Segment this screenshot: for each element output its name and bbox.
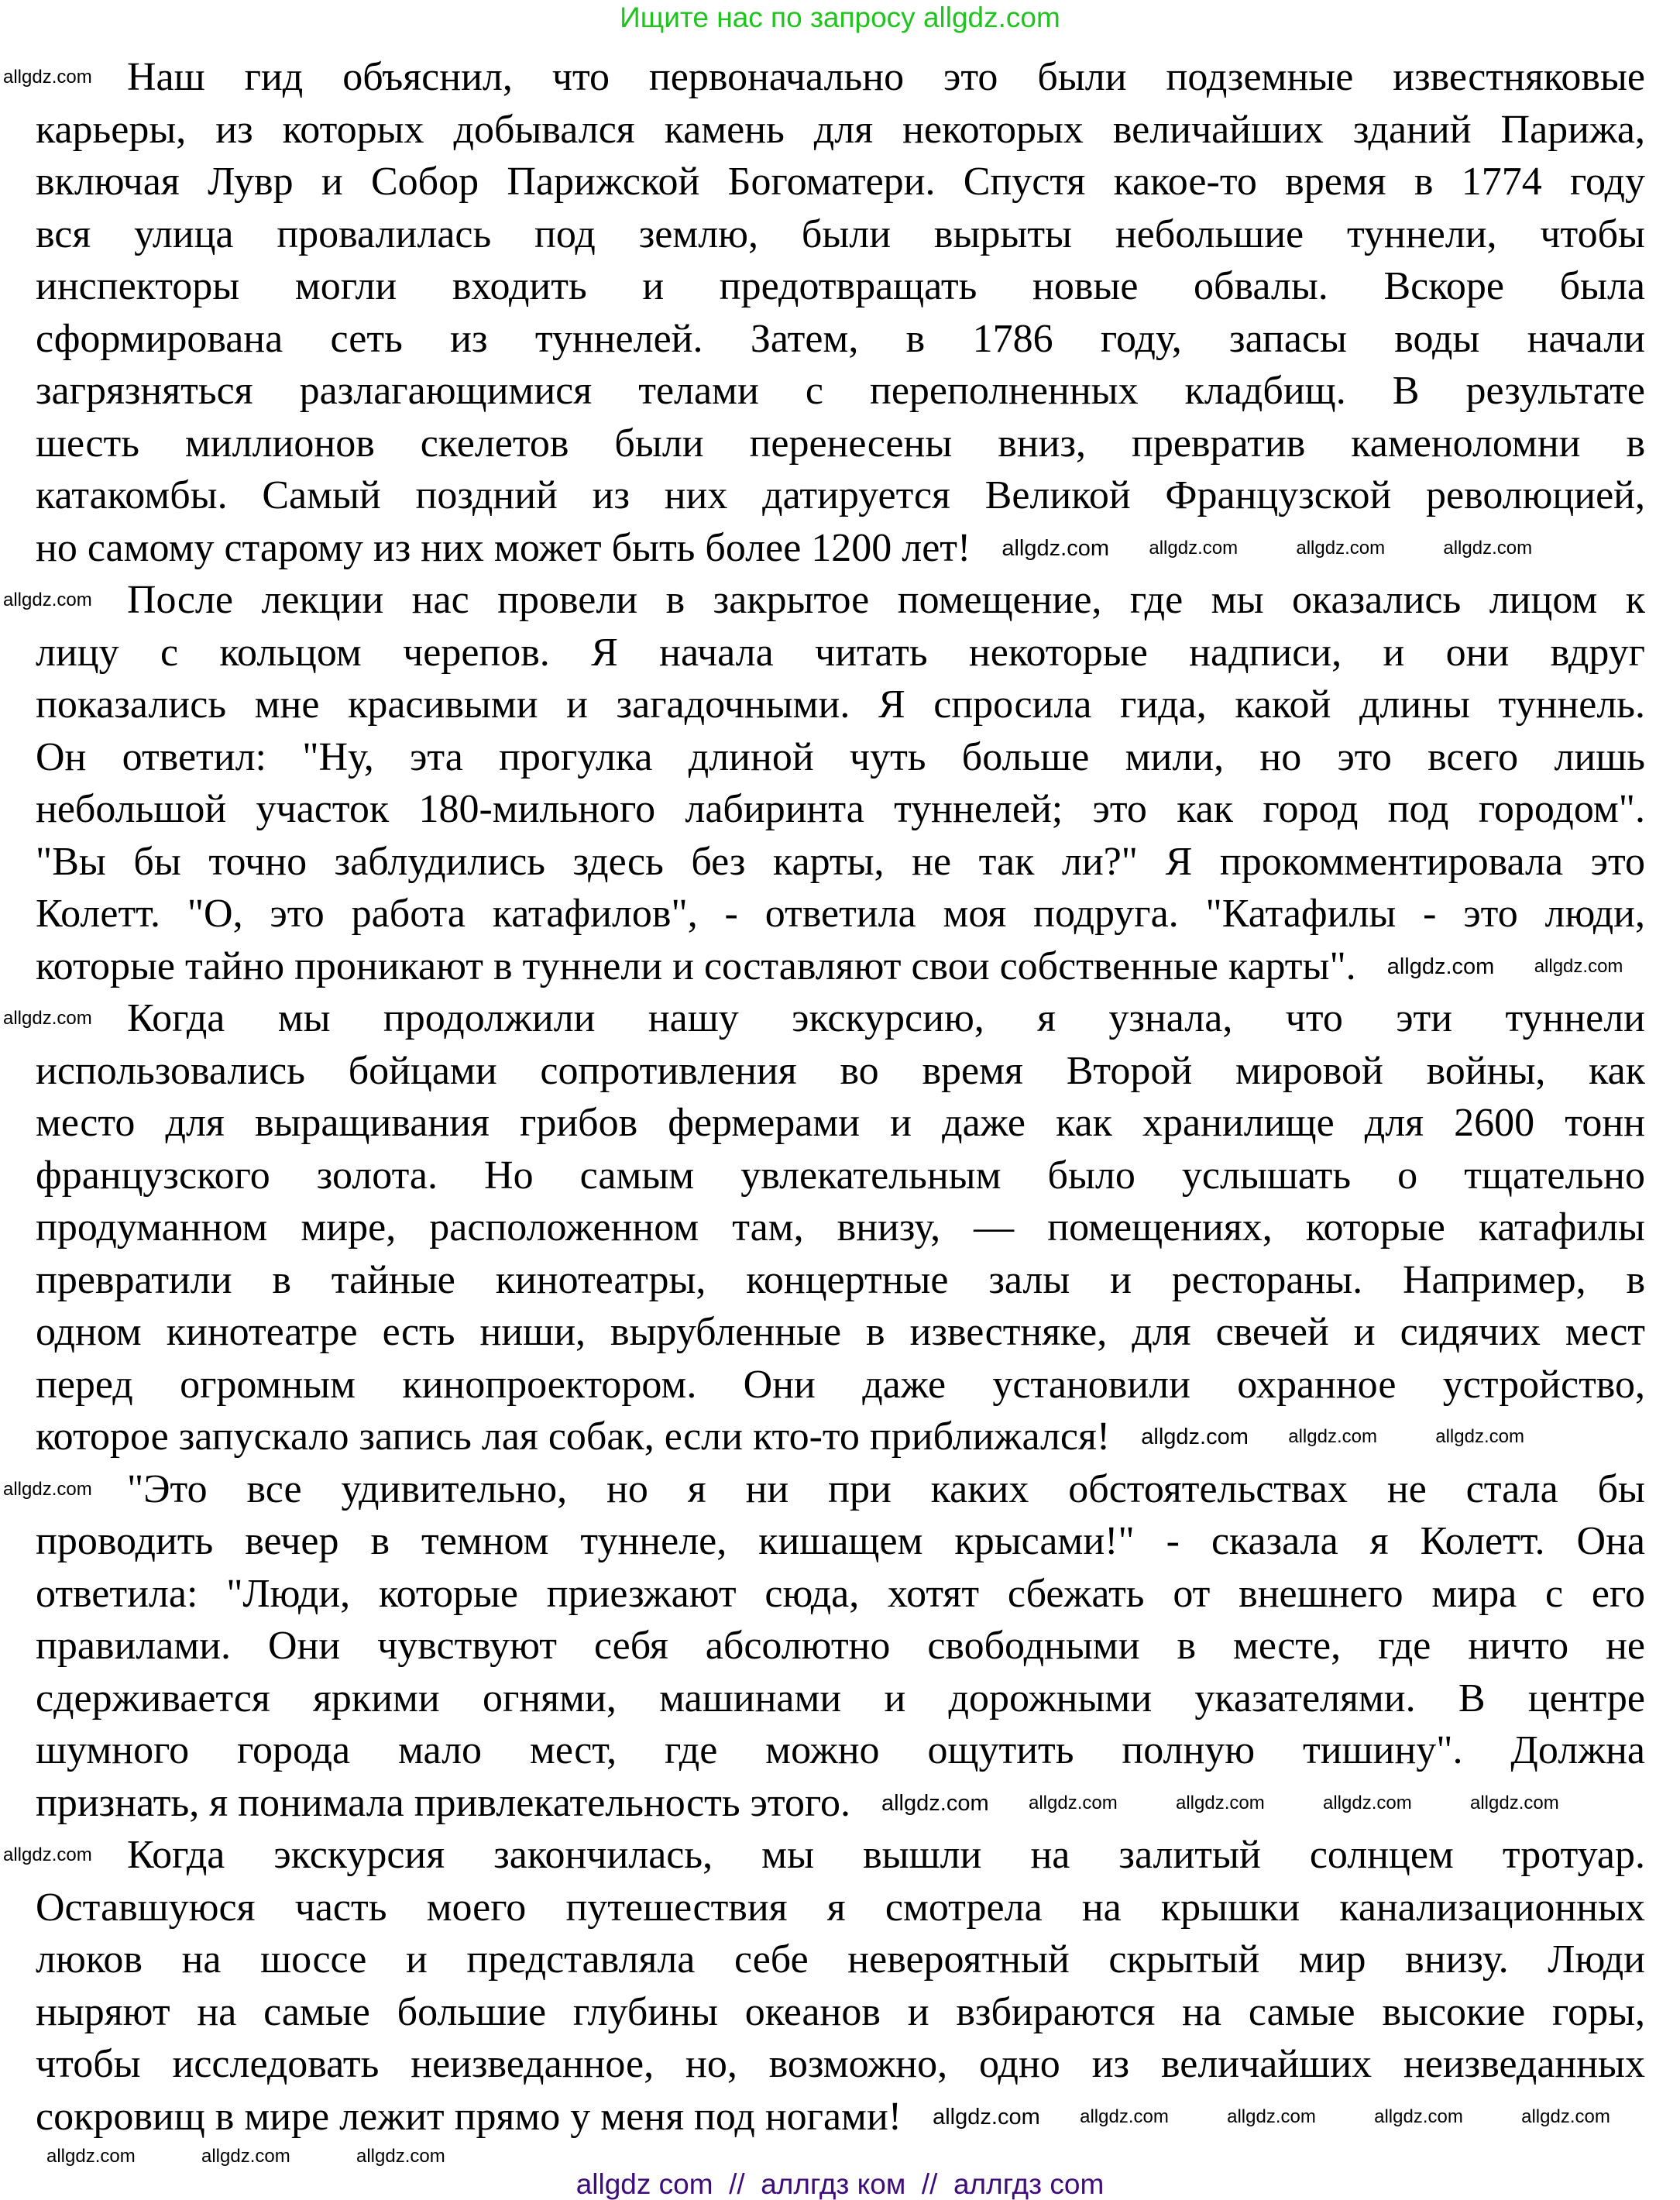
text-line: перед огромным кинопроектором. Они даже установили охранное устройство, xyxy=(36,1362,1645,1407)
text-line: проводить вечер в темном туннеле, кишащем крысами!" - сказала я Колетт. Она xyxy=(36,1519,1645,1563)
text-line: карьеры, из которых добывался камень для некоторых величайших зданий Парижа, xyxy=(36,107,1645,152)
text-line: превратили в тайные кинотеатры, концертные залы и рестораны. Например, в xyxy=(36,1257,1645,1302)
text-line: сдерживается яркими огнями, машинами и дорожными указателями. В центре xyxy=(36,1676,1645,1720)
text-line: признать, я понимала привлекательность этого. xyxy=(36,1780,850,1825)
paragraph xyxy=(36,1463,1645,1830)
watermark-text: allgdz.com xyxy=(1227,2105,1316,2127)
watermark-text: allgdz.com xyxy=(3,1478,92,1500)
text-line: ныряют на самые большие глубины океанов и взбираются на самые высокие горы, xyxy=(36,1989,1645,2034)
watermark-text: allgdz.com xyxy=(1374,2105,1463,2127)
text-line: ответила: "Люди, которые приезжают сюда, хотят сбежать от внешнего мира с его xyxy=(36,1571,1645,1616)
text-line: Наш гид объяснил, что первоначально это были подземные известняковые xyxy=(127,55,1645,99)
watermark-text: allgdz.com xyxy=(1175,1792,1265,1813)
watermark-text: allgdz.com xyxy=(1386,954,1495,979)
text-line: чтобы исследовать неизведанное, но, возможно, одно из величайших неизведанных xyxy=(36,2042,1645,2086)
watermark-text: allgdz.com xyxy=(1521,2105,1610,2127)
watermark-text: allgdz.com xyxy=(1469,1792,1559,1813)
paragraph xyxy=(36,574,1645,992)
watermark-text: allgdz.com xyxy=(1288,1426,1377,1447)
text-line: одном кинотеатре есть ниши, вырубленные в известняке, для свечей и сидячих мест xyxy=(36,1310,1645,1354)
text-line: правилами. Они чувствуют себя абсолютно свободными в месте, где ничто не xyxy=(36,1624,1645,1668)
text-line: небольшой участок 180-мильного лабиринта туннелей; это как город под городом". xyxy=(36,787,1645,831)
watermark-text: allgdz.com xyxy=(1149,537,1239,559)
watermark-text: allgdz.com xyxy=(1322,1792,1412,1813)
watermark-text: allgdz.com xyxy=(1534,955,1623,977)
paragraph xyxy=(36,1829,1645,2143)
watermark-text: allgdz.com xyxy=(3,590,92,610)
paragraph xyxy=(36,51,1645,574)
paragraph xyxy=(36,992,1645,1463)
text-line: шумного города мало мест, где можно ощутить полную тишину". Должна xyxy=(36,1728,1645,1772)
text-line: инспекторы могли входить и предотвращать новые обвалы. Вскоре была xyxy=(36,264,1645,308)
text-line: место для выращивания грибов фермерами и даже как хранилище для 2600 тонн xyxy=(36,1101,1645,1145)
text-line: включая Лувр и Собор Парижской Богоматери. Спустя какое-то время в 1774 году xyxy=(36,160,1645,204)
watermark-text: allgdz.com xyxy=(1141,1425,1249,1449)
footer-links[interactable]: allgdz com // аллгдз ком // аллгдз com xyxy=(575,2168,1105,2200)
watermark-text: allgdz.com xyxy=(3,67,92,88)
text-line: которое запускало запись лая собак, если кто-то приближался! xyxy=(36,1415,1111,1459)
search-banner[interactable]: Ищите нас по запросу allgdz.com xyxy=(620,2,1060,33)
text-line: загрязняться разлагающимися телами с переполненных кладбищ. В результате xyxy=(36,369,1645,413)
text-line: французского золота. Но самым увлекательным было услышать о тщательно xyxy=(36,1153,1645,1198)
text-line: показались мне красивыми и загадочными. Я спросила гида, какой длины туннель. xyxy=(36,682,1645,727)
watermark-text: allgdz.com xyxy=(1296,537,1386,559)
text-line: но самому старому из них может быть более 1200 лет! xyxy=(36,525,971,570)
watermark-text: allgdz.com xyxy=(1001,535,1109,561)
text-line: использовались бойцами сопротивления во время Второй мировой войны, как xyxy=(36,1048,1645,1093)
watermark-text: allgdz.com xyxy=(933,2104,1040,2130)
text-line: лицу с кольцом черепов. Я начала читать некоторые надписи, и они вдруг xyxy=(36,630,1645,675)
watermark-text: allgdz.com xyxy=(356,2146,445,2167)
text-line: "Это все удивительно, но я ни при каких обстоятельствах не стала бы xyxy=(127,1466,1645,1511)
text-line: "Вы бы точно заблудились здесь без карты, не так ли?" Я прокомментировала это xyxy=(36,839,1645,884)
watermark-text: allgdz.com xyxy=(3,1844,92,1865)
text-line: катакомбы. Самый поздний из них датируется Великой Французской революцией, xyxy=(36,473,1645,517)
text-line: шесть миллионов скелетов были перенесены вниз, превратив каменоломни в xyxy=(36,421,1645,466)
text-line: вся улица провалилась под землю, были вырыты небольшие туннели, чтобы xyxy=(36,211,1645,256)
text-line: продуманном мире, расположенном там, внизу, — помещениях, которые катафилы xyxy=(36,1205,1645,1250)
text-line: После лекции нас провели в закрытое помещение, где мы оказались лицом к xyxy=(127,578,1645,622)
watermark-text: allgdz.com xyxy=(3,1008,92,1029)
text-line: люков на шоссе и представляла себе невероятный скрытый мир внизу. Люди xyxy=(36,1937,1645,1982)
text-line: Он ответил: "Ну, эта прогулка длиной чуть больше мили, но это всего лишь xyxy=(36,734,1645,779)
text-line: Оставшуюся часть моего путешествия я смотрела на крышки канализационных xyxy=(36,1885,1645,1930)
watermark-text: allgdz.com xyxy=(1443,537,1533,559)
text-line: Когда экскурсия закончилась, мы вышли на залитый солнцем тротуар. xyxy=(127,1833,1645,1877)
text-line: сформирована сеть из туннелей. Затем, в 1786 году, запасы воды начали xyxy=(36,316,1645,361)
article-text xyxy=(36,51,1645,2143)
watermark-text: allgdz.com xyxy=(881,1790,989,1816)
watermark-text: allgdz.com xyxy=(201,2146,290,2167)
text-line: сокровищ в мире лежит прямо у меня под ногами! xyxy=(36,2094,902,2139)
watermark-text: allgdz.com xyxy=(1080,2105,1169,2127)
watermark-text: allgdz.com xyxy=(1028,1792,1118,1813)
watermark-text: allgdz.com xyxy=(1435,1426,1524,1447)
text-line: Когда мы продолжили нашу экскурсию, я узнала, что эти туннели xyxy=(127,996,1645,1040)
watermark-text: allgdz.com xyxy=(46,2146,136,2167)
text-line: Колетт. "О, это работа катафилов", - ответила моя подруга. "Катафилы - это люди, xyxy=(36,892,1645,936)
text-line: которые тайно проникают в туннели и составляют свои собственные карты". xyxy=(36,944,1356,988)
